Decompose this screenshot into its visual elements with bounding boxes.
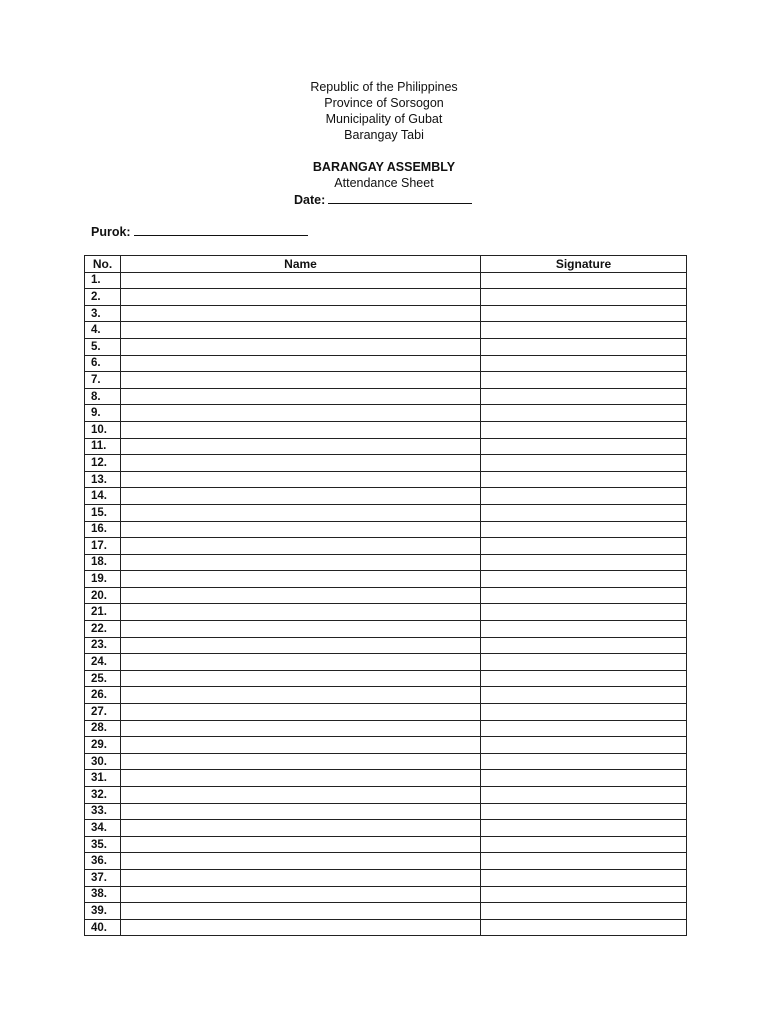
table-row: [85, 604, 687, 621]
name-cell: [121, 919, 481, 936]
signature-cell: [481, 770, 687, 787]
row-number: 14.: [85, 488, 121, 505]
name-cell: [121, 770, 481, 787]
signature-cell: [481, 753, 687, 770]
signature-cell: [481, 836, 687, 853]
row-number: 3.: [85, 305, 121, 322]
row-number: 28.: [85, 720, 121, 737]
table-row: [85, 504, 687, 521]
signature-cell: [481, 621, 687, 638]
signature-cell: [481, 803, 687, 820]
name-cell: [121, 272, 481, 289]
name-cell: [121, 621, 481, 638]
table-row: [85, 919, 687, 936]
table-row: [85, 654, 687, 671]
name-cell: [121, 322, 481, 339]
row-number: 1.: [85, 272, 121, 289]
table-row: [85, 869, 687, 886]
signature-cell: [481, 305, 687, 322]
table-row: [85, 886, 687, 903]
signature-cell: [481, 471, 687, 488]
name-cell: [121, 753, 481, 770]
signature-cell: [481, 322, 687, 339]
table-row: [85, 720, 687, 737]
row-number: 39.: [85, 903, 121, 920]
table-row: [85, 272, 687, 289]
table-row: [85, 737, 687, 754]
header-province: Province of Sorsogon: [324, 96, 444, 110]
signature-cell: [481, 820, 687, 837]
table-row: [85, 305, 687, 322]
table-row: [85, 571, 687, 588]
name-cell: [121, 538, 481, 555]
signature-cell: [481, 737, 687, 754]
table-row: [85, 289, 687, 306]
row-number: 35.: [85, 836, 121, 853]
row-number: 13.: [85, 471, 121, 488]
row-number: 20.: [85, 587, 121, 604]
signature-cell: [481, 903, 687, 920]
name-cell: [121, 305, 481, 322]
name-cell: [121, 421, 481, 438]
name-cell: [121, 604, 481, 621]
table-row: [85, 753, 687, 770]
name-cell: [121, 720, 481, 737]
signature-cell: [481, 720, 687, 737]
row-number: 9.: [85, 405, 121, 422]
name-cell: [121, 836, 481, 853]
row-number: 24.: [85, 654, 121, 671]
name-cell: [121, 670, 481, 687]
signature-cell: [481, 455, 687, 472]
signature-cell: [481, 355, 687, 372]
header-republic: Republic of the Philippines: [310, 80, 458, 94]
row-number: 10.: [85, 421, 121, 438]
row-number: 5.: [85, 338, 121, 355]
name-cell: [121, 704, 481, 721]
table-row: [85, 853, 687, 870]
row-number: 7.: [85, 372, 121, 389]
name-cell: [121, 388, 481, 405]
row-number: 16.: [85, 521, 121, 538]
signature-cell: [481, 704, 687, 721]
date-label: Date:: [294, 193, 326, 207]
signature-cell: [481, 604, 687, 621]
table-row: [85, 538, 687, 555]
table-row: [85, 405, 687, 422]
date-blank-line: [328, 191, 472, 204]
signature-cell: [481, 438, 687, 455]
document-header: [0, 79, 768, 143]
signature-cell: [481, 670, 687, 687]
name-cell: [121, 820, 481, 837]
header-barangay: Barangay Tabi: [344, 128, 424, 142]
table-row: [85, 621, 687, 638]
name-cell: [121, 338, 481, 355]
row-number: 6.: [85, 355, 121, 372]
signature-cell: [481, 504, 687, 521]
name-cell: [121, 637, 481, 654]
row-number: 17.: [85, 538, 121, 555]
row-number: 23.: [85, 637, 121, 654]
signature-cell: [481, 388, 687, 405]
name-cell: [121, 471, 481, 488]
header-municipality: Municipality of Gubat: [325, 112, 443, 126]
name-cell: [121, 869, 481, 886]
name-cell: [121, 289, 481, 306]
table-row: [85, 554, 687, 571]
purok-blank-line: [134, 223, 308, 236]
name-cell: [121, 787, 481, 804]
signature-cell: [481, 654, 687, 671]
name-cell: [121, 687, 481, 704]
row-number: 12.: [85, 455, 121, 472]
signature-cell: [481, 488, 687, 505]
table-row: [85, 521, 687, 538]
name-cell: [121, 504, 481, 521]
row-number: 27.: [85, 704, 121, 721]
name-cell: [121, 455, 481, 472]
row-number: 21.: [85, 604, 121, 621]
table-row: [85, 787, 687, 804]
row-number: 33.: [85, 803, 121, 820]
signature-cell: [481, 338, 687, 355]
signature-cell: [481, 521, 687, 538]
name-cell: [121, 521, 481, 538]
signature-cell: [481, 587, 687, 604]
table-row: [85, 903, 687, 920]
row-number: 25.: [85, 670, 121, 687]
row-number: 15.: [85, 504, 121, 521]
row-number: 2.: [85, 289, 121, 306]
name-cell: [121, 903, 481, 920]
document-title: BARANGAY ASSEMBLY: [312, 160, 456, 174]
name-cell: [121, 554, 481, 571]
signature-cell: [481, 554, 687, 571]
signature-cell: [481, 919, 687, 936]
table-row: [85, 670, 687, 687]
row-number: 38.: [85, 886, 121, 903]
table-row: [85, 322, 687, 339]
signature-cell: [481, 372, 687, 389]
signature-cell: [481, 272, 687, 289]
row-number: 4.: [85, 322, 121, 339]
name-cell: [121, 803, 481, 820]
document-subtitle: Attendance Sheet: [334, 176, 434, 190]
signature-cell: [481, 853, 687, 870]
table-row: [85, 770, 687, 787]
signature-cell: [481, 421, 687, 438]
row-number: 22.: [85, 621, 121, 638]
table-row: [85, 355, 687, 372]
signature-cell: [481, 787, 687, 804]
row-number: 31.: [85, 770, 121, 787]
table-row: [85, 488, 687, 505]
table-row: [85, 687, 687, 704]
signature-cell: [481, 405, 687, 422]
row-number: 36.: [85, 853, 121, 870]
row-number: 34.: [85, 820, 121, 837]
name-cell: [121, 654, 481, 671]
name-cell: [121, 587, 481, 604]
signature-cell: [481, 869, 687, 886]
table-row: [85, 438, 687, 455]
signature-cell: [481, 538, 687, 555]
name-cell: [121, 405, 481, 422]
purok-label: Purok:: [91, 225, 131, 239]
signature-cell: [481, 687, 687, 704]
table-row: [85, 704, 687, 721]
table-row: [85, 372, 687, 389]
name-cell: [121, 886, 481, 903]
name-cell: [121, 438, 481, 455]
signature-cell: [481, 571, 687, 588]
table-row: [85, 803, 687, 820]
table-row: [85, 388, 687, 405]
table-row: [85, 587, 687, 604]
table-row: [85, 836, 687, 853]
purok-field: [91, 223, 308, 240]
row-number: 19.: [85, 571, 121, 588]
row-number: 11.: [85, 438, 121, 455]
row-number: 18.: [85, 554, 121, 571]
date-field: [294, 191, 472, 208]
row-number: 32.: [85, 787, 121, 804]
row-number: 26.: [85, 687, 121, 704]
attendance-table: [84, 255, 687, 936]
table-row: [85, 338, 687, 355]
row-number: 8.: [85, 388, 121, 405]
signature-cell: [481, 637, 687, 654]
table-row: [85, 471, 687, 488]
name-cell: [121, 355, 481, 372]
name-cell: [121, 737, 481, 754]
column-header-signature: Signature: [481, 256, 687, 273]
signature-cell: [481, 886, 687, 903]
table-row: [85, 637, 687, 654]
name-cell: [121, 488, 481, 505]
table-row: [85, 820, 687, 837]
name-cell: [121, 372, 481, 389]
table-row: [85, 455, 687, 472]
table-row: [85, 421, 687, 438]
name-cell: [121, 571, 481, 588]
row-number: 37.: [85, 869, 121, 886]
column-header-no: No.: [85, 256, 121, 273]
column-header-name: Name: [121, 256, 481, 273]
name-cell: [121, 853, 481, 870]
table-header-row: [85, 256, 687, 273]
row-number: 29.: [85, 737, 121, 754]
signature-cell: [481, 289, 687, 306]
row-number: 30.: [85, 753, 121, 770]
table-body: [85, 272, 687, 936]
row-number: 40.: [85, 919, 121, 936]
